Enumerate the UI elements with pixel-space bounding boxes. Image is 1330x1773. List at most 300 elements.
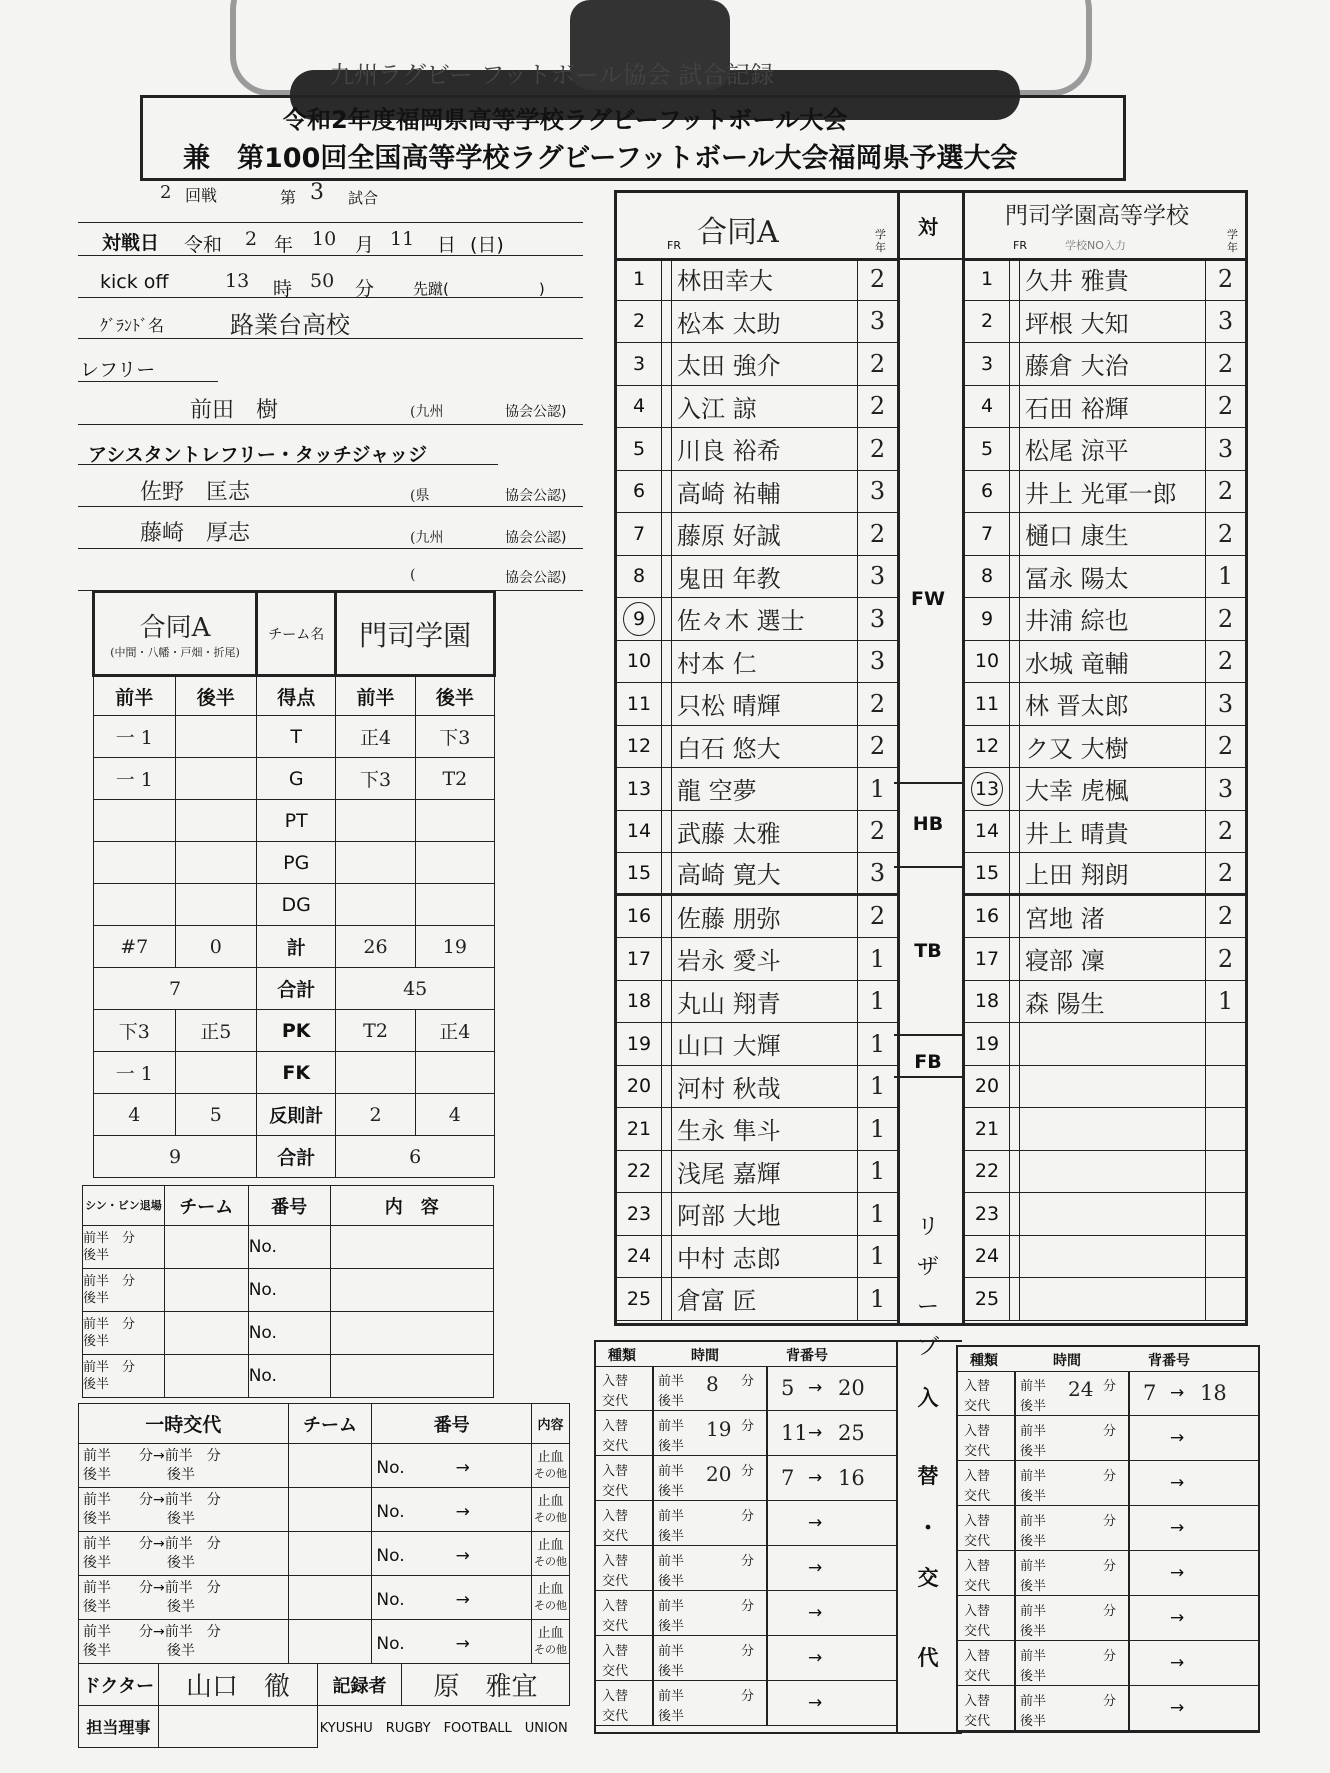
day-unit: 日 — [437, 234, 457, 256]
subs-half1: 前半 — [658, 1644, 685, 1659]
roster-b-team-name: 門司学園高等学校 — [1005, 203, 1189, 229]
subs-half2: 後半 — [1020, 1444, 1047, 1459]
arrow: → — [455, 1590, 470, 1610]
player-name: 寝部 凜 — [1025, 947, 1105, 976]
fr-cell — [1009, 428, 1020, 470]
player-grade — [1205, 1023, 1245, 1065]
subs-in-label: 入替 — [602, 1374, 629, 1389]
roster-row — [617, 938, 897, 981]
subs-team-a — [594, 1340, 898, 1734]
player-grade: 3 — [1205, 301, 1245, 343]
roster-row — [965, 768, 1245, 811]
subs-divider — [1128, 1506, 1130, 1550]
date-underline — [78, 255, 583, 256]
score-total-a: 7 — [94, 968, 257, 1010]
score-cell: 下3 — [415, 716, 494, 758]
subs-header — [958, 1347, 1258, 1372]
pos-fb: FB — [914, 1051, 942, 1073]
pos-divider — [894, 258, 962, 260]
player-name: 佐藤 朋弥 — [677, 904, 781, 933]
round-label: 回戦 — [185, 186, 218, 205]
player-grade: 2 — [1205, 853, 1245, 893]
subs-divider — [1128, 1551, 1130, 1595]
player-grade: 1 — [857, 1151, 897, 1193]
pk-label: PK — [257, 1010, 336, 1052]
score-row-sum — [94, 926, 495, 968]
player-grade: 1 — [857, 768, 897, 810]
player-grade — [1205, 1193, 1245, 1235]
subs-half1: 前半 — [658, 1464, 685, 1479]
player-grade: 1 — [857, 1066, 897, 1108]
player-name: 高崎 寛大 — [677, 861, 781, 890]
pk-row — [94, 1010, 495, 1052]
score-row-label: T — [257, 716, 336, 758]
sinbin-no: No. — [248, 1226, 330, 1269]
player-name: 佐々木 選士 — [677, 607, 805, 636]
half1: 前半 — [164, 1535, 193, 1552]
subs-center-char: 入 — [917, 1386, 939, 1410]
subs-minute: 19 — [706, 1417, 732, 1441]
score-table — [92, 590, 496, 1178]
subs-divider — [766, 1681, 768, 1725]
fr-cell — [1009, 768, 1020, 810]
score-h1-b: 前半 — [336, 676, 415, 716]
subs-divider — [652, 1591, 654, 1635]
subs-center-char: ・ — [917, 1516, 939, 1540]
subs-arrow: → — [1170, 1698, 1185, 1718]
temp-row — [79, 1532, 570, 1576]
half1: 前半 — [83, 1360, 110, 1375]
subs-divider — [1128, 1461, 1130, 1505]
subs-team-b — [956, 1345, 1260, 1733]
penalty-row — [94, 1094, 495, 1136]
subs-divider — [1128, 1686, 1130, 1730]
roster-number: 6 — [965, 471, 1010, 513]
half1: 前半 — [83, 1274, 110, 1289]
date-month: 10 — [312, 228, 337, 250]
player-name: 白石 悠大 — [677, 734, 781, 763]
fr-cell — [661, 1108, 672, 1150]
player-name — [1025, 1108, 1205, 1150]
sinbin-col2: チーム — [164, 1186, 248, 1226]
roster-number: 19 — [965, 1023, 1010, 1065]
player-grade: 2 — [1205, 343, 1245, 385]
player-grade: 3 — [857, 641, 897, 683]
pk-a1: 下3 — [94, 1010, 176, 1052]
other: その他 — [534, 1466, 567, 1480]
roster-row — [617, 471, 897, 514]
recorder-name: 原 雅宜 — [402, 1664, 570, 1706]
score-team-b: 門司学園 — [336, 592, 495, 676]
player-name — [1025, 1066, 1205, 1108]
subs-out-label: 交代 — [602, 1394, 629, 1409]
other: その他 — [534, 1510, 567, 1524]
sinbin-row — [83, 1226, 494, 1269]
score-cell: 下3 — [336, 758, 415, 800]
roster-row — [965, 1278, 1245, 1321]
player-name: 林田幸大 — [677, 267, 773, 296]
assistant-label: アシスタントレフリー・タッチジャッジ — [88, 444, 428, 466]
sinbin-row — [83, 1269, 494, 1312]
subs-from: 11 — [781, 1421, 808, 1445]
subs-half1: 前半 — [1020, 1604, 1047, 1619]
penalty-total-label: 合計 — [257, 1136, 336, 1178]
minute: 分 — [206, 1623, 221, 1640]
subs-divider — [766, 1636, 768, 1680]
subs-half1: 前半 — [1020, 1694, 1047, 1709]
half1: 前半 — [164, 1623, 193, 1640]
player-grade: 2 — [857, 683, 897, 725]
player-grade: 3 — [857, 598, 897, 640]
roster-row — [617, 1108, 897, 1151]
subs-out-label: 交代 — [602, 1709, 629, 1724]
subs-row — [596, 1411, 896, 1456]
roster-row — [965, 471, 1245, 514]
kickoff-minute: 50 — [310, 270, 335, 292]
fr-cell — [1009, 1108, 1020, 1150]
player-name: 岩永 愛斗 — [677, 947, 781, 976]
roster-row — [965, 853, 1245, 896]
subs-number-label: 背番号 — [786, 1348, 828, 1364]
roster-row — [965, 513, 1245, 556]
player-name — [1025, 1193, 1205, 1235]
player-name: 石田 裕輝 — [1025, 394, 1129, 423]
fr-cell — [661, 683, 672, 725]
subs-to: 20 — [838, 1376, 865, 1400]
subs-row — [958, 1641, 1258, 1686]
subs-half2: 後半 — [1020, 1624, 1047, 1639]
subs-divider — [766, 1411, 768, 1455]
grade-label: 学年 — [1227, 228, 1238, 254]
subs-half2: 後半 — [658, 1574, 685, 1589]
fr-cell — [1009, 1066, 1020, 1108]
fr-cell — [1009, 811, 1020, 853]
roster-number: 16 — [965, 896, 1010, 938]
score-cell — [415, 842, 494, 884]
pos-tb: TB — [914, 940, 942, 962]
minute: 分 — [206, 1535, 221, 1552]
fr-cell — [1009, 853, 1020, 893]
pos-divider — [894, 782, 962, 784]
min-arrow: 分→ — [139, 1623, 165, 1640]
player-grade: 3 — [857, 471, 897, 513]
subs-minute: 8 — [706, 1372, 719, 1396]
score-row-label: DG — [257, 884, 336, 926]
subs-center-char: 代 — [917, 1646, 939, 1670]
score-cell: 19 — [415, 926, 494, 968]
subs-center-char: 替 — [917, 1464, 939, 1488]
pen-total-b: 6 — [336, 1136, 495, 1178]
score-cell: 26 — [336, 926, 415, 968]
min-arrow: 分→ — [139, 1535, 165, 1552]
roster-row — [617, 513, 897, 556]
subs-arrow: → — [1170, 1428, 1185, 1448]
subs-row — [596, 1456, 896, 1501]
score-row-label: G — [257, 758, 336, 800]
player-grade: 3 — [857, 853, 897, 893]
subs-arrow: → — [808, 1693, 823, 1713]
temp-col2: チーム — [288, 1404, 372, 1444]
subs-arrow: → — [1170, 1473, 1185, 1493]
half2: 後半 — [83, 1642, 111, 1659]
player-grade: 3 — [857, 301, 897, 343]
roster-number: 17 — [617, 938, 662, 980]
ground-name: 路業台高校 — [230, 311, 350, 339]
era-label: 令和 — [184, 234, 223, 256]
roster-number: 5 — [965, 428, 1010, 470]
subs-minute-unit: 分 — [1103, 1604, 1117, 1619]
player-name: 丸山 翔青 — [677, 989, 781, 1018]
pos-hb: HB — [912, 813, 944, 835]
min-arrow: 分→ — [139, 1491, 165, 1508]
fr-cell — [1009, 1236, 1020, 1278]
score-row-t — [94, 716, 495, 758]
subs-divider — [1014, 1551, 1016, 1595]
roster-row — [965, 811, 1245, 854]
temp-row — [79, 1620, 570, 1664]
half2: 後半 — [83, 1334, 110, 1349]
fr-cell — [661, 428, 672, 470]
player-grade — [1205, 1066, 1245, 1108]
subs-divider — [766, 1366, 768, 1410]
player-name: 水城 竜輔 — [1025, 649, 1129, 678]
roster-number: 23 — [965, 1193, 1010, 1235]
score-total-row — [94, 968, 495, 1010]
subs-arrow: → — [808, 1648, 823, 1668]
roster-number: 8 — [617, 556, 662, 598]
roster-a-header — [617, 193, 897, 261]
player-name: 藤倉 大治 — [1025, 352, 1129, 381]
subs-center — [894, 1340, 962, 1734]
subs-out-label: 交代 — [602, 1664, 629, 1679]
subs-out-label: 交代 — [964, 1579, 991, 1594]
subs-half1: 前半 — [1020, 1379, 1047, 1394]
player-grade: 1 — [857, 938, 897, 980]
subs-center-char: 交 — [917, 1566, 939, 1590]
stop: 止血 — [537, 1537, 564, 1553]
ar2-assoc-label: 協会公認) — [505, 530, 567, 546]
subs-minute-unit: 分 — [741, 1599, 755, 1614]
subs-divider — [1128, 1641, 1130, 1685]
player-name: 生永 隼斗 — [677, 1117, 781, 1146]
player-name: 倉富 匠 — [677, 1287, 757, 1316]
subs-minute-unit: 分 — [1103, 1649, 1117, 1664]
roster-row — [965, 598, 1245, 641]
subs-half2: 後半 — [658, 1619, 685, 1634]
score-points-label: 得点 — [257, 676, 336, 716]
subs-divider — [1014, 1506, 1016, 1550]
fr-cell — [1009, 641, 1020, 683]
half1: 前半 — [83, 1579, 111, 1596]
roster-team-b — [962, 190, 1248, 1326]
subs-out-label: 交代 — [602, 1619, 629, 1634]
subs-divider — [1128, 1416, 1130, 1460]
subs-divider — [766, 1546, 768, 1590]
fr-cell — [1009, 1278, 1020, 1320]
subs-minute-unit: 分 — [1103, 1694, 1117, 1709]
min-arrow: 分→ — [139, 1447, 165, 1464]
roster-number: 21 — [965, 1108, 1010, 1150]
arrow: → — [455, 1546, 470, 1566]
referee-assoc-label: 協会公認) — [505, 404, 567, 420]
player-grade: 1 — [857, 981, 897, 1023]
date-label: 対戦日 — [102, 232, 160, 254]
subs-in-label: 入替 — [602, 1644, 629, 1659]
score-cell: T2 — [415, 758, 494, 800]
score-cell — [175, 716, 257, 758]
ar2-assoc: (九州 — [410, 530, 444, 546]
roster-row — [617, 896, 897, 939]
penalty-label: 反則計 — [257, 1094, 336, 1136]
subs-divider — [652, 1456, 654, 1500]
player-grade: 2 — [1205, 258, 1245, 300]
subs-half2: 後半 — [1020, 1489, 1047, 1504]
roster-team-a — [614, 190, 900, 1326]
score-total-label: 合計 — [257, 968, 336, 1010]
roster-number: 20 — [617, 1066, 662, 1108]
fr-cell — [661, 386, 672, 428]
subs-in-label: 入替 — [602, 1509, 629, 1524]
player-grade: 2 — [857, 811, 897, 853]
player-grade: 1 — [1205, 981, 1245, 1023]
roster-number: 11 — [617, 683, 662, 725]
subs-half2: 後半 — [658, 1484, 685, 1499]
roster-row — [617, 1151, 897, 1194]
half1: 前半 — [83, 1535, 111, 1552]
roster-number: 8 — [965, 556, 1010, 598]
subs-row — [596, 1636, 896, 1681]
roster-row — [965, 726, 1245, 769]
subs-half1: 前半 — [658, 1554, 685, 1569]
score-cell — [336, 800, 415, 842]
player-name: 久井 雅貴 — [1025, 267, 1129, 296]
roster-row — [617, 556, 897, 599]
half2: 後半 — [83, 1510, 111, 1527]
player-grade: 3 — [1205, 428, 1245, 470]
subs-arrow: → — [1170, 1608, 1185, 1628]
fr-cell — [1009, 896, 1020, 938]
fr-cell — [661, 258, 672, 300]
subs-divider — [652, 1546, 654, 1590]
subs-arrow: → — [808, 1423, 823, 1443]
player-name — [1025, 1278, 1205, 1320]
minute: 分 — [206, 1447, 221, 1464]
player-name — [1025, 1151, 1205, 1193]
subs-in-label: 入替 — [602, 1689, 629, 1704]
subs-divider — [1014, 1461, 1016, 1505]
fr-label: FR — [1013, 239, 1027, 252]
subs-divider — [1014, 1686, 1016, 1730]
subs-to: 16 — [838, 1466, 865, 1490]
player-name: 川良 裕希 — [677, 437, 781, 466]
player-grade: 1 — [857, 1023, 897, 1065]
fr-cell — [1009, 1151, 1020, 1193]
roster-row — [965, 1066, 1245, 1109]
fr-cell — [661, 556, 672, 598]
minute: 分 — [122, 1317, 136, 1332]
player-grade: 2 — [1205, 598, 1245, 640]
pen-b1: 2 — [336, 1094, 415, 1136]
subs-arrow: → — [808, 1558, 823, 1578]
subs-in-label: 入替 — [964, 1559, 991, 1574]
roster-row — [965, 258, 1245, 301]
subs-minute-unit: 分 — [1103, 1379, 1117, 1394]
subs-half1: 前半 — [1020, 1469, 1047, 1484]
subs-minute-unit: 分 — [741, 1374, 755, 1389]
subs-row — [596, 1681, 896, 1726]
player-grade: 2 — [1205, 471, 1245, 513]
fr-cell — [661, 811, 672, 853]
subs-divider — [652, 1681, 654, 1725]
roster-number: 18 — [965, 981, 1010, 1023]
fr-cell — [1009, 556, 1020, 598]
date-weekday: (日) — [470, 234, 504, 256]
roster-number: 2 — [617, 301, 662, 343]
subs-divider — [1014, 1641, 1016, 1685]
fr-label: FR — [667, 239, 681, 252]
roster-row — [617, 428, 897, 471]
roster-number: 14 — [617, 811, 662, 853]
minute: 分 — [122, 1274, 136, 1289]
referee-underline — [78, 424, 583, 425]
roster-row — [617, 768, 897, 811]
player-name: 井上 光軍一郎 — [1025, 479, 1177, 508]
half2: 後半 — [83, 1248, 110, 1263]
roster-number: 16 — [617, 896, 662, 938]
subs-divider — [766, 1591, 768, 1635]
score-team-a — [94, 592, 257, 676]
roster-row — [617, 301, 897, 344]
minute: 分 — [122, 1360, 136, 1375]
kickoff-hour: 13 — [225, 270, 250, 292]
temp-replacement-table — [78, 1403, 570, 1664]
score-team-label: チーム名 — [257, 592, 336, 676]
player-name: 鬼田 年教 — [677, 564, 781, 593]
half2: 後半 — [83, 1466, 111, 1483]
score-cell: 一 1 — [94, 716, 176, 758]
player-grade: 2 — [857, 896, 897, 938]
score-row-pt — [94, 800, 495, 842]
subs-divider — [1014, 1596, 1016, 1640]
player-name: 太田 強介 — [677, 352, 781, 381]
score-cell — [94, 842, 176, 884]
subs-out-label: 交代 — [964, 1444, 991, 1459]
fr-cell — [661, 598, 672, 640]
half2: 後半 — [167, 1466, 195, 1483]
score-row-label: 計 — [257, 926, 336, 968]
sinbin-no: No. — [248, 1312, 330, 1355]
arrow: → — [455, 1502, 470, 1522]
pen-a2: 5 — [175, 1094, 257, 1136]
roster-number: 2 — [965, 301, 1010, 343]
roster-number: 21 — [617, 1108, 662, 1150]
subs-row — [596, 1546, 896, 1591]
subs-row — [958, 1416, 1258, 1461]
score-row-g — [94, 758, 495, 800]
hour-unit: 時 — [273, 278, 293, 300]
subs-out-label: 交代 — [602, 1574, 629, 1589]
player-name: 河村 秋哉 — [677, 1074, 781, 1103]
roster-row — [965, 343, 1245, 386]
score-cell: 正4 — [336, 716, 415, 758]
subs-half2: 後半 — [1020, 1669, 1047, 1684]
fr-cell — [1009, 1193, 1020, 1235]
fr-cell — [661, 726, 672, 768]
subs-row — [958, 1371, 1258, 1416]
roster-number: 23 — [617, 1193, 662, 1235]
subs-half1: 前半 — [1020, 1424, 1047, 1439]
roster-row — [617, 853, 897, 896]
